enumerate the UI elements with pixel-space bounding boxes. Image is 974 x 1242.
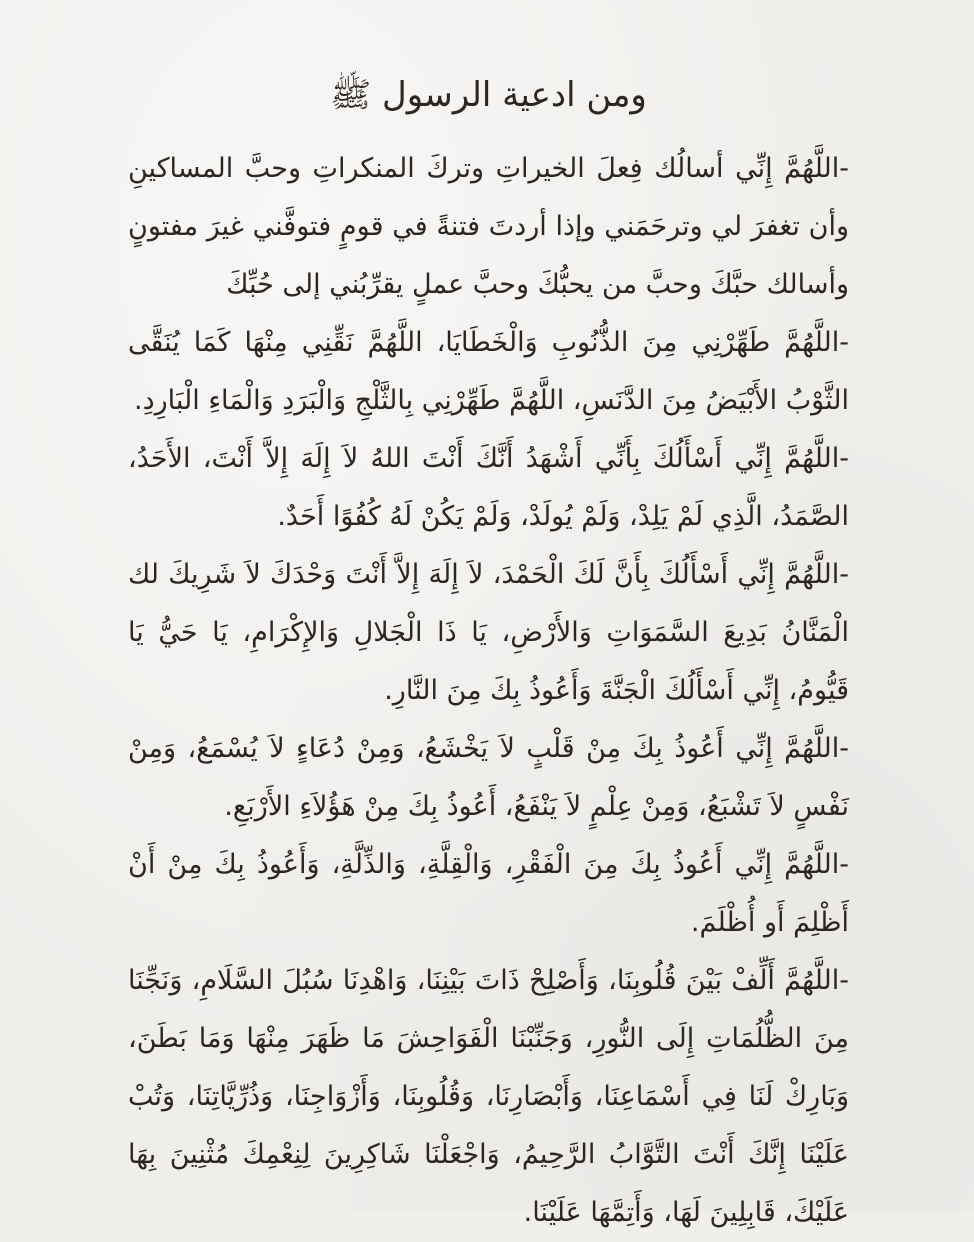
duaa-paragraph: -اللَّهُمَّ إِنِّي أَسْأَلُكَ بِأَنَّ لَكَ الْحَمْدَ، لاَ إِلَهَ إِلاَّ أَنْتَ وَحْدَكَ لاَ شَرِيكَ لك الْمَنَّانُ بَدِيعَ السَّمَوَاتِ وَالأَرْضِ، يَا ذَا الْجَلالِ وَالإِكْرَامِ، يَا حَيُّ يَا قَيُّومُ، إِنِّي أَسْأَلُكَ الْجَنَّةَ وَأَعُوذُ بِكَ مِنَ النَّارِ. <box>128 559 849 706</box>
duaa-paragraph: -اللَّهُمَّ أَلِّفْ بَيْنَ قُلُوبِنَا، وَأَصْلِحْ ذَاتَ بَيْنِنَا، وَاهْدِنَا سُبُلَ السَّلَامِ، وَنَجِّنَا مِنَ الظُّلُمَاتِ إِلَى النُّورِ، وَجَنِّبْنَا الْفَوَاحِشَ مَا ظَهَرَ مِنْهَا وَمَا بَطَنَ، وَبَارِكْ لَنَا فِي أَسْمَاعِنَا، وَأَبْصَارِنَا، وَقُلُوبِنَا، وَأَزْوَاجِنَا، وَذُرِّيَّاتِنَا، وَتُبْ عَلَيْنَا إِنَّكَ أَنْتَ التَّوَّابُ الرَّحِيمُ، وَاجْعَلْنَا شَاكِرِينَ لِنِعْمِكَ مُثْنِينَ بِهَا عَلَيْكَ، قَابِلِينَ لَهَا، وَأَتِمَّهَا عَلَيْنَا. <box>128 965 849 1228</box>
page-title: ومن ادعية الرسول ﷺ <box>330 75 647 115</box>
duaa-paragraph: -اللَّهُمَّ إِنِّي أسالُك فِعلَ الخيراتِ وتركَ المنكراتِ وحبَّ المساكينِ وأن تغفرَ لي وترحَمَني وإذا أردتَ فتنةً في قومٍ فتوفَّني غيرَ مفتونٍ وأسالك حبَّكَ وحبَّ من يحبُّكَ وحبَّ عملٍ يقرِّبُني إلى حُبِّكَ <box>128 153 849 300</box>
duaa-paragraph: -اللَّهُمَّ إِنِّي أَعُوذُ بِكَ مِنَ الْفَقْرِ، وَالْقِلَّةِ، وَالذِّلَّةِ، وَأَعُوذُ بِكَ مِنْ أَنْ أَظْلِمَ أَو أُظْلَمَ. <box>128 849 849 938</box>
duaa-list <box>128 140 849 1242</box>
duaa-paragraph: -اللَّهُمَّ طَهِّرْنِي مِنَ الذُّنُوبِ وَالْخَطَايَا، اللَّهُمَّ نَقِّنِي مِنْهَا كَمَا يُنَقَّى الثَّوْبُ الأَبْيَضُ مِنَ الدَّنَسِ، اللَّهُمَّ طَهِّرْنِي بِالثَّلْجِ وَالْبَرَدِ وَالْمَاءِ الْبَارِدِ. <box>128 327 849 416</box>
duaa-paragraph: -اللَّهُمَّ إِنِّي أَعُوذُ بِكَ مِنْ قَلْبٍ لاَ يَخْشَعُ، وَمِنْ دُعَاءٍ لاَ يُسْمَعُ، وَمِنْ نَفْسٍ لاَ تَشْبَعُ، وَمِنْ عِلْمٍ لاَ يَنْفَعُ، أَعُوذُ بِكَ مِنْ هَؤُلاَءِ الأَرْبَعِ. <box>128 733 849 822</box>
duaa-paragraph: -اللَّهُمَّ إِنِّي أَسْأَلُكَ بِأَنِّي أَشْهَدُ أَنَّكَ أَنْتَ اللهُ لاَ إِلَهَ إِلاَّ أَنْتَ، الأَحَدُ، الصَّمَدُ، الَّذِي لَمْ يَلِدْ، وَلَمْ يُولَدْ، وَلَمْ يَكُنْ لَهُ كُفُوًا أَحَدٌ. <box>128 443 849 532</box>
